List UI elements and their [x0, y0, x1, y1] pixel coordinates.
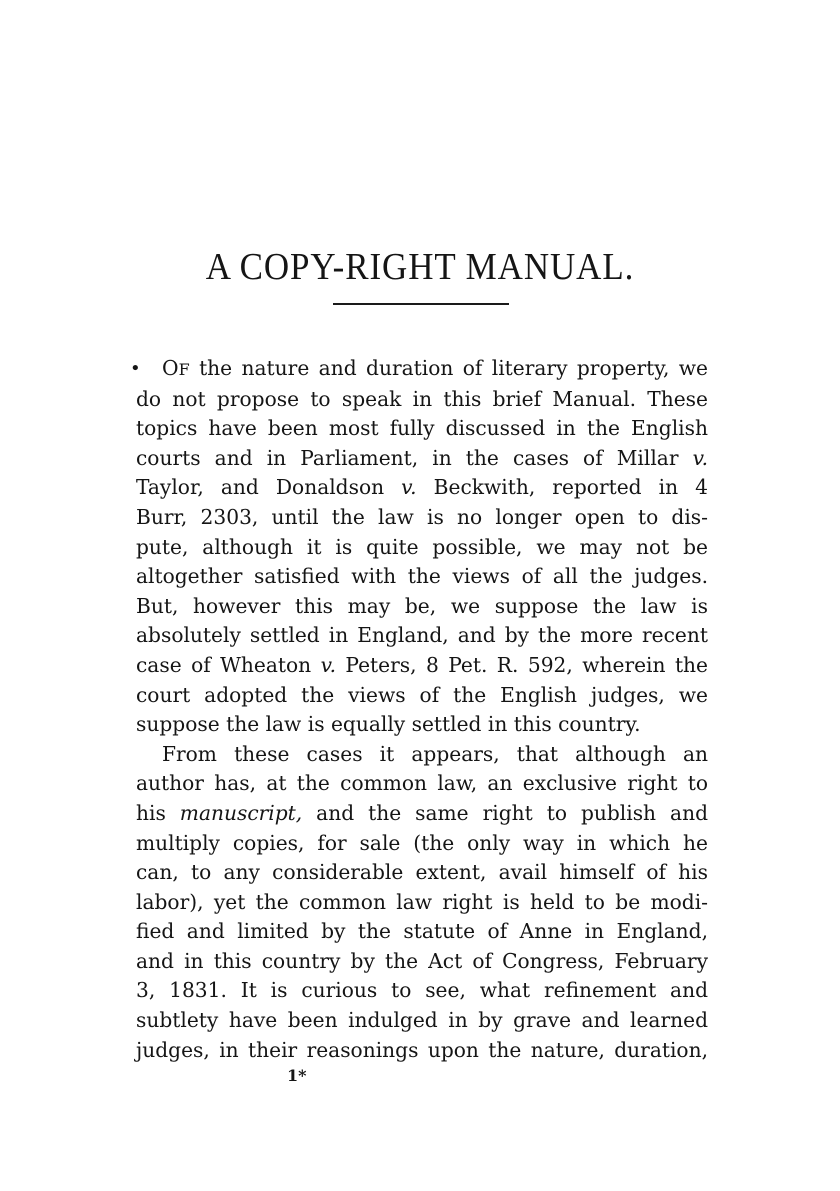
text-line: labor), yet the common law right is held to be modi-: [136, 889, 708, 914]
text-line: Burr, 2303, until the law is no longer open to dis-: [136, 504, 708, 529]
text-line: court adopted the views of the English judges, we: [136, 682, 708, 707]
text-line: author has, at the common law, an exclusive right to: [136, 771, 708, 796]
text-line: multiply copies, for sale (the only way in which he: [136, 830, 708, 855]
text-line: OF the nature and duration of literary property, we: [162, 356, 708, 380]
text-line: topics have been most fully discussed in the English: [136, 416, 708, 441]
text-line: But, however this may be, we suppose the law is: [136, 593, 708, 618]
versus-abbrev: v.: [320, 652, 336, 677]
text-line: suppose the law is equally settled in this country.: [136, 712, 641, 737]
text-line: do not propose to speak in this brief Manual. These: [136, 386, 708, 411]
text-line: case of Wheaton v. Peters, 8 Pet. R. 592, wherein the: [136, 652, 708, 677]
text-line: judges, in their reasonings upon the nature, duration,: [136, 1037, 708, 1062]
text-line: absolutely settled in England, and by the more recent: [136, 623, 708, 648]
paragraph-2: [136, 740, 708, 1066]
versus-abbrev: v.: [692, 445, 708, 470]
body-text: [130, 354, 708, 1065]
text-line: fied and limited by the statute of Anne in England,: [136, 919, 708, 944]
stray-mark: •: [130, 358, 141, 379]
text-line: From these cases it appears, that although an: [162, 741, 708, 766]
text-line: can, to any considerable extent, avail himself of his: [136, 860, 708, 885]
italic-word: manuscript,: [179, 800, 303, 825]
text-line: his manuscript, and the same right to publish and: [136, 800, 708, 825]
text-line: 3, 1831. It is curious to see, what refinement and: [136, 978, 708, 1003]
paragraph-1: [136, 354, 708, 740]
text-line: pute, although it is quite possible, we may not be: [136, 534, 708, 559]
drop-cap: O: [162, 356, 179, 380]
text-line: altogether satisfied with the views of all the judges.: [136, 564, 708, 589]
text-line: subtlety have been indulged in by grave and learned: [136, 1008, 708, 1033]
text-line: and in this country by the Act of Congress, February: [136, 948, 708, 973]
text-line: courts and in Parliament, in the cases of Millar v.: [136, 445, 708, 470]
text-line: Taylor, and Donaldson v. Beckwith, reported in 4: [136, 475, 708, 500]
signature-mark: 1*: [287, 1066, 307, 1085]
title-divider: [333, 303, 509, 305]
small-caps: F: [178, 360, 190, 379]
versus-abbrev: v.: [401, 475, 417, 500]
page-title: A COPY-RIGHT MANUAL.: [205, 246, 635, 289]
